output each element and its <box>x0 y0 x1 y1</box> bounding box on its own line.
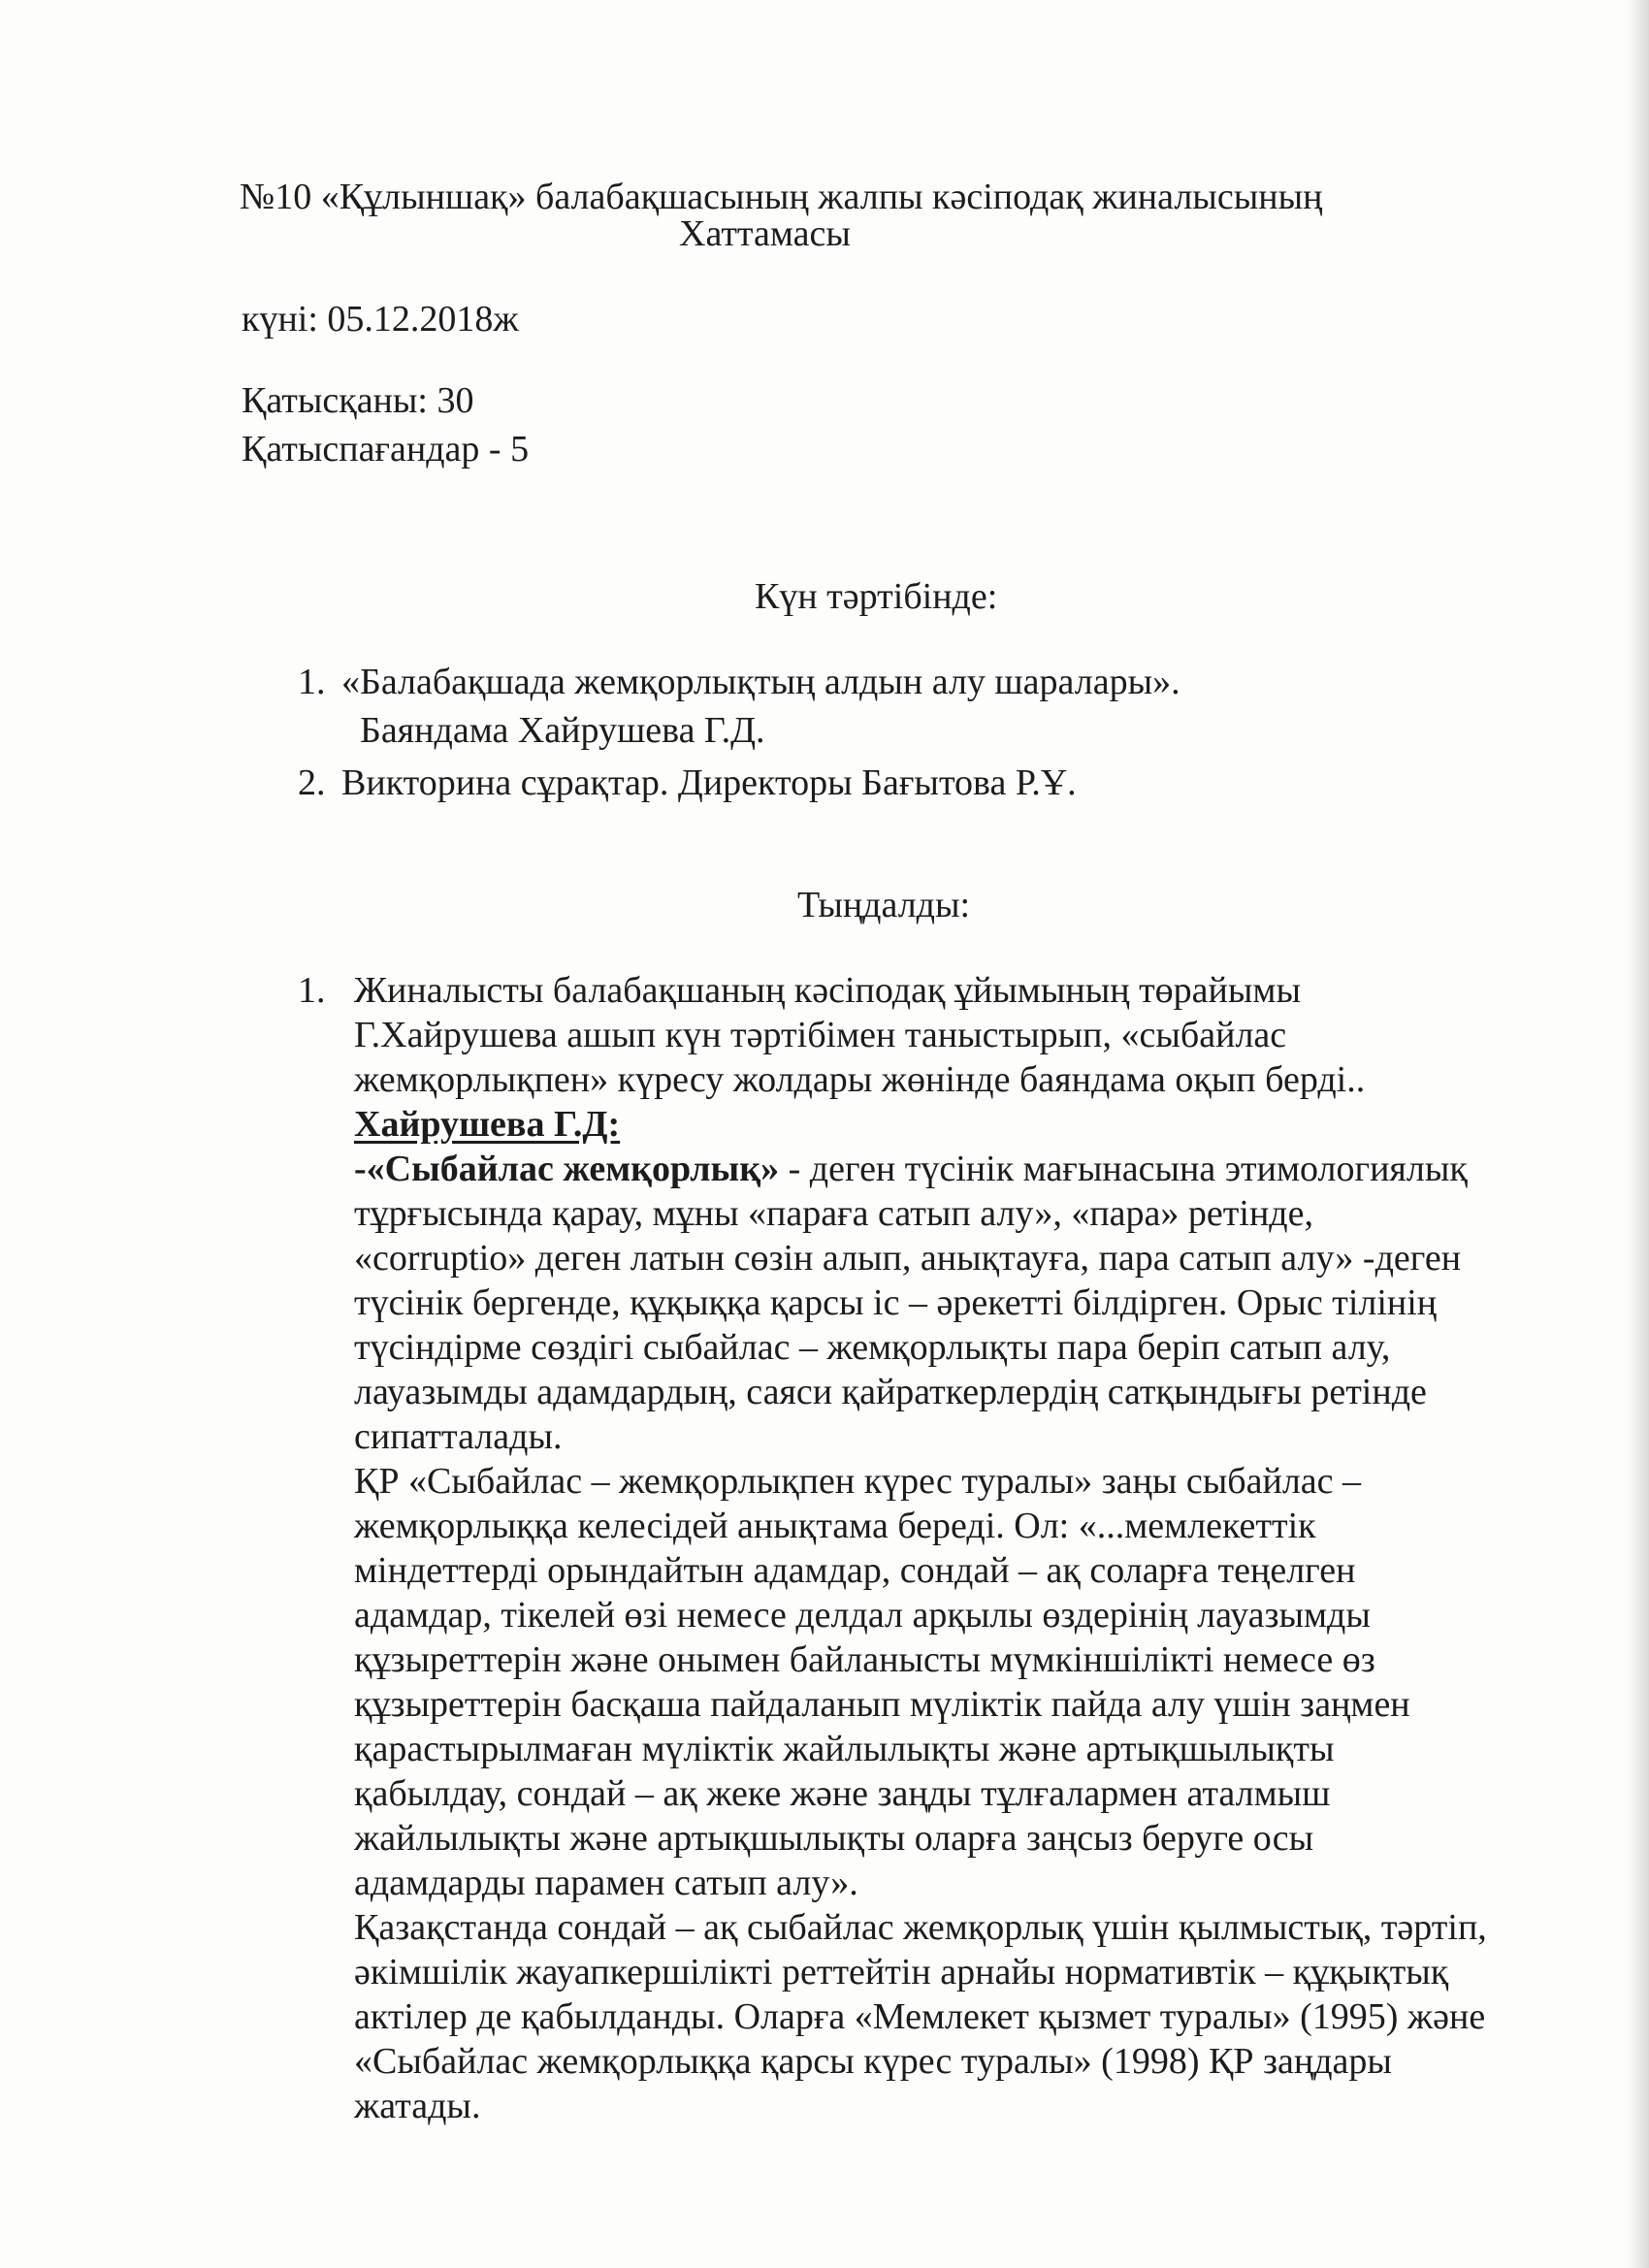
body-line: түсінік бергенде, құқыққа қарсы іс – әрекетті білдірген. Орыс тілінің <box>354 1282 1438 1323</box>
body-line: лауазымды адамдардың, саяси қайраткерлердің сатқындығы ретінде <box>354 1372 1427 1412</box>
agenda-item-text: Баяндама Хайрушева Г.Д. <box>360 710 765 751</box>
body-line: жатады. <box>354 2086 481 2126</box>
heard-intro-line: Г.Хайрушева ашып күн тәртібімен таныстырып, «сыбайлас <box>354 1015 1287 1055</box>
attended-count: Қатысқаны: 30 <box>242 380 474 421</box>
agenda-item-text: «Балабақшада жемқорлықтың алдын алу шаралары». <box>341 662 1180 702</box>
document-title-line2: Хаттамасы <box>679 213 851 254</box>
body-line: адамдар, тікелей өзі немесе делдал арқылы өздерінің лауазымды <box>354 1595 1371 1636</box>
agenda-item-number: 2. <box>298 762 326 803</box>
body-line: «corruptio» деген латын сөзін алып, анықтауға, пара сатып алу» -деген <box>354 1238 1462 1279</box>
agenda-item-number: 1. <box>298 662 326 702</box>
body-line: түсіндірме сөздігі сыбайлас – жемқорлықты пара беріп сатып алу, <box>354 1327 1391 1368</box>
body-line: тұрғысында қарау, мұны «параға сатып алу», «пара» ретінде, <box>354 1193 1313 1234</box>
body-line: ҚР «Сыбайлас – жемқорлықпен күрес туралы» заңы сыбайлас – <box>354 1461 1362 1502</box>
document-title-line1: №10 «Құлыншақ» балабақшасының жалпы кәсіподақ жиналысының <box>240 177 1323 217</box>
body-line: сипатталады. <box>354 1416 563 1457</box>
speaker-name: Хайрушева Г.Д: <box>354 1104 621 1145</box>
term-rest: - деген түсінік мағынасына этимологиялық <box>779 1149 1468 1189</box>
body-line: қабылдау, сондай – ақ жеке және заңды тұлғалармен аталмыш <box>354 1773 1331 1814</box>
term-bold: -«Сыбайлас жемқорлық» <box>354 1149 780 1189</box>
body-line: міндеттерді орындайтын адамдар, сондай – ақ соларға теңелген <box>354 1550 1356 1591</box>
agenda-item-text: Викторина сұрақтар. Директоры Бағытова Р.Ұ. <box>341 762 1077 803</box>
heard-item-number: 1. <box>298 970 326 1011</box>
body-line: Қазақстанда сондай – ақ сыбайлас жемқорлық үшін қылмыстық, тәртіп, <box>354 1907 1487 1948</box>
body-line: жемқорлыққа келесідей анықтама береді. Ол: «...мемлекеттік <box>354 1506 1316 1546</box>
agenda-heading: Күн тәртібінде: <box>755 576 998 617</box>
scan-edge-shadow <box>1628 0 1649 2268</box>
body-line: «Сыбайлас жемқорлыққа қарсы күрес туралы» (1998) ҚР заңдары <box>354 2041 1392 2082</box>
body-line: құзыреттерін басқаша пайдаланып мүліктік пайда алу үшін заңмен <box>354 1684 1410 1725</box>
heard-heading: Тыңдалды: <box>797 885 971 925</box>
body-line: адамдарды парамен сатып алу». <box>354 1863 858 1903</box>
heard-intro-line: Жиналысты балабақшаның кәсіподақ ұйымының төрайымы <box>354 970 1301 1011</box>
meeting-date: күні: 05.12.2018ж <box>242 299 519 340</box>
definition-line <box>354 1147 1468 1191</box>
body-line: жайлылықты және артықшылықты оларға заңсыз беруге осы <box>354 1818 1314 1859</box>
absent-count: Қатыспағандар - 5 <box>242 429 530 470</box>
heard-intro-line: жемқорлықпен» күресу жолдары жөнінде баяндама оқып берді.. <box>354 1059 1366 1100</box>
body-line: құзыреттерін және онымен байланысты мүмкіншілікті немесе өз <box>354 1639 1375 1680</box>
body-line: актілер де қабылданды. Оларға «Мемлекет қызмет туралы» (1995) және <box>354 1996 1486 2037</box>
body-line: қарастырылмаған мүліктік жайлылықты және артықшылықты <box>354 1729 1335 1769</box>
body-line: әкімшілік жауапкершілікті реттейтін арнайы нормативтік – құқықтық <box>354 1952 1449 1993</box>
